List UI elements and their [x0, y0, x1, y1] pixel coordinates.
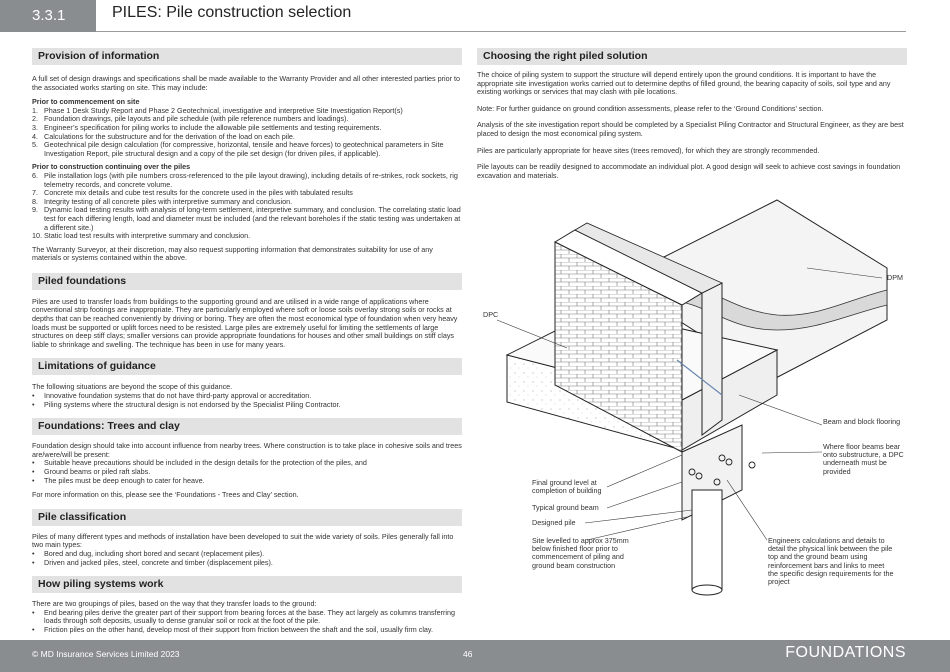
list-item: • Ground beams or piled raft slabs.	[32, 467, 151, 476]
provision-intro: A full set of design drawings and specifications shall be made available to the Warranty Provider and all other interested parties prior to the associated works starting on site. This may include:	[32, 74, 461, 92]
list-item: 1. Phase 1 Desk Study Report and Phase 2 Geotechnical, investigative and interpretive Site Investigation Report(s)	[32, 105, 403, 115]
limitations-intro: The following situations are beyond the scope of this guidance.	[32, 382, 233, 392]
limitations-heading: Limitations of guidance	[32, 358, 462, 375]
callout-dpc: DPC	[483, 310, 499, 319]
choosing-para: Note: For further guidance on ground condition assessments, please refer to the ‘Ground Conditions’ section.	[477, 103, 824, 113]
list-item: 5. Geotechnical pile design calculation (for compressive, horizontal, tensile and heave forces) to geotechnical parameters in Site Investigation Report, pile structural design and a copy of the pile set design (for driven piles, if applicable).	[32, 140, 444, 158]
callout-engineers: Engineers calculations and details to detail the physical link between the pile top and the ground beam using reinforcement bars and links to meet the specific design requirements for the project	[768, 536, 894, 587]
footer-copyright: © MD Insurance Services Limited 2023	[32, 649, 180, 659]
list-item: • Innovative foundation systems that do not have third-party approval or accreditation.	[32, 391, 312, 401]
provision-outro: The Warranty Surveyor, at their discretion, may also request supporting information that demonstrates suitability for use of any materials or systems contained within the above.	[32, 244, 433, 263]
trees-heading: Foundations: Trees and clay	[32, 418, 462, 435]
right-column	[477, 48, 907, 180]
prior-heading: Prior to commencement on site	[32, 97, 140, 107]
choosing-para: Piles are particularly appropriate for heave sites (trees removed), for which they are strongly recommended.	[477, 145, 820, 155]
choosing-para: The choice of piling system to support the structure will depend entirely upon the ground conditions. It is important to have the appropriate site investigation works carried out to determine depths of filled ground, the bearing capacity of soils, soil type and any existing workings or services that may clash with pile locations.	[477, 70, 891, 97]
provision-heading: Provision of information	[32, 48, 462, 65]
piled-heading: Piled foundations	[32, 273, 462, 290]
footer-page-number: 46	[463, 649, 473, 659]
left-column	[32, 48, 462, 635]
list-item: • Suitable heave precautions should be included in the design details for the protection of the piles, and	[32, 458, 367, 468]
classification-intro: Piles of many different types and methods of installation have been developed to suit the wide variety of soils. Piles generally fall into two main types:	[32, 531, 454, 550]
footer-section: FOUNDATIONS	[785, 644, 906, 661]
classification-heading: Pile classification	[32, 509, 462, 526]
list-item: • Friction piles on the other hand, develop most of their support from friction between the shaft and the soil, usually firm clay.	[32, 624, 433, 634]
block-wall-inner	[702, 283, 722, 435]
trees-outro: For more information on this, please see the ‘Foundations - Trees and Clay’ section.	[32, 490, 299, 500]
how-intro: There are two groupings of piles, based on the way that they transfer loads to the ground:	[32, 599, 317, 609]
trees-intro: Foundation design should take into account influence from nearby trees. Where construction is to take place in cohesive soils and trees are/were/will be present:	[32, 441, 462, 459]
page-footer	[0, 640, 950, 672]
section-number: 3.3.1	[0, 0, 96, 32]
choosing-para: Pile layouts can be readily designed to accommodate an individual plot. A good design will seek to achieve cost savings in foundation excavation and materials.	[477, 162, 901, 180]
list-item: 10. Static load test results with interpretive summary and conclusion.	[32, 231, 251, 241]
pile-construction-diagram	[477, 190, 907, 640]
how-heading: How piling systems work	[32, 576, 462, 593]
list-item: • Piling systems where the structural design is not endorsed by the Specialist Piling Contractor.	[32, 399, 341, 409]
header-rule	[96, 31, 906, 32]
piled-body: Piles are used to transfer loads from buildings to the supporting ground and are utilised in a wide range of applications where conventional strip footings are inappropriate. They are particularly employed where soft or loose soils overlay strong soils or rocks at depths that can be reached conveniently by driving or boring. They are often the most economical type of foundation when very heavy loads must be supported or uplift forces need to be resisted. Large piles are extremely useful for limiting the settlements of large structures on deep stiff clays; smaller versions can provide appropriate foundations for houses and other small buildings on stiff clays liable to shrinkage and swelling. The technique has been in use for many years.	[32, 296, 458, 349]
designed-pile	[692, 490, 722, 590]
callout-designed-pile: Designed pile	[532, 518, 576, 527]
list-item: 6. Pile installation logs (with pile numbers cross-referenced to the pile layout drawing), including details of re-strikes, rock sockets, rig telemetry records, and concrete volume.	[32, 170, 458, 189]
list-item: 8. Integrity testing of all concrete piles with interpretive summary and conclusion.	[32, 196, 293, 206]
page-title: PILES: Pile construction selection	[112, 4, 352, 21]
callout-ground-beam: Typical ground beam	[532, 503, 599, 512]
list-item: 2. Foundation drawings, pile layouts and pile schedule (with pile reference numbers and loadings).	[32, 114, 349, 124]
list-item: 7. Concrete mix details and cube test results for the concrete used in the piles with tabulated results	[32, 188, 353, 198]
callout-beam-block: Beam and block flooring	[823, 417, 901, 426]
list-item: • End bearing piles derive the greater part of their support from bearing forces at the base. They act largely as columns transferring loads through soft deposits, usually to dense granular soil or rock at the foot of the pile.	[32, 607, 455, 626]
list-item: 4. Calculations for the substructure and for the derivation of the load on each pile.	[32, 131, 295, 141]
page-header	[0, 0, 950, 36]
choosing-para: Analysis of the site investigation report should be completed by a Specialist Piling Contractor and Structural Engineer, as they are best placed to design the most economical piling system.	[477, 120, 904, 138]
list-item: 9. Dynamic load testing results with analysis of long-term settlement, interpretive summary, and conclusion. The correlating static load test for each differing length, load and diameter must be included (and the relevant boreholes if the static testing was undertaken at a different site.)	[32, 205, 461, 232]
list-item: • The piles must be deep enough to cater for heave.	[32, 475, 205, 485]
callout-site-levelled: Site levelled to approx 375mm below finished floor prior to commencement of piling and ground beam construction	[532, 536, 629, 570]
choosing-heading: Choosing the right piled solution	[477, 48, 907, 65]
callout-final-ground: Final ground level at completion of building	[532, 478, 602, 496]
list-item: • Driven and jacked piles, steel, concrete and timber (displacement piles).	[32, 557, 273, 567]
list-item: • Bored and dug, including short bored and secant (replacement piles).	[32, 548, 265, 558]
during-heading: Prior to construction continuing over the piles	[32, 162, 191, 172]
callout-dpm: DPM	[887, 273, 903, 282]
callout-floor-beams: Where floor beams bear onto substructure, a DPC underneath must be provided	[823, 442, 904, 476]
list-item: 3. Engineer’s specification for piling works to include the allowable pile settlements and testing requirements.	[32, 122, 382, 132]
